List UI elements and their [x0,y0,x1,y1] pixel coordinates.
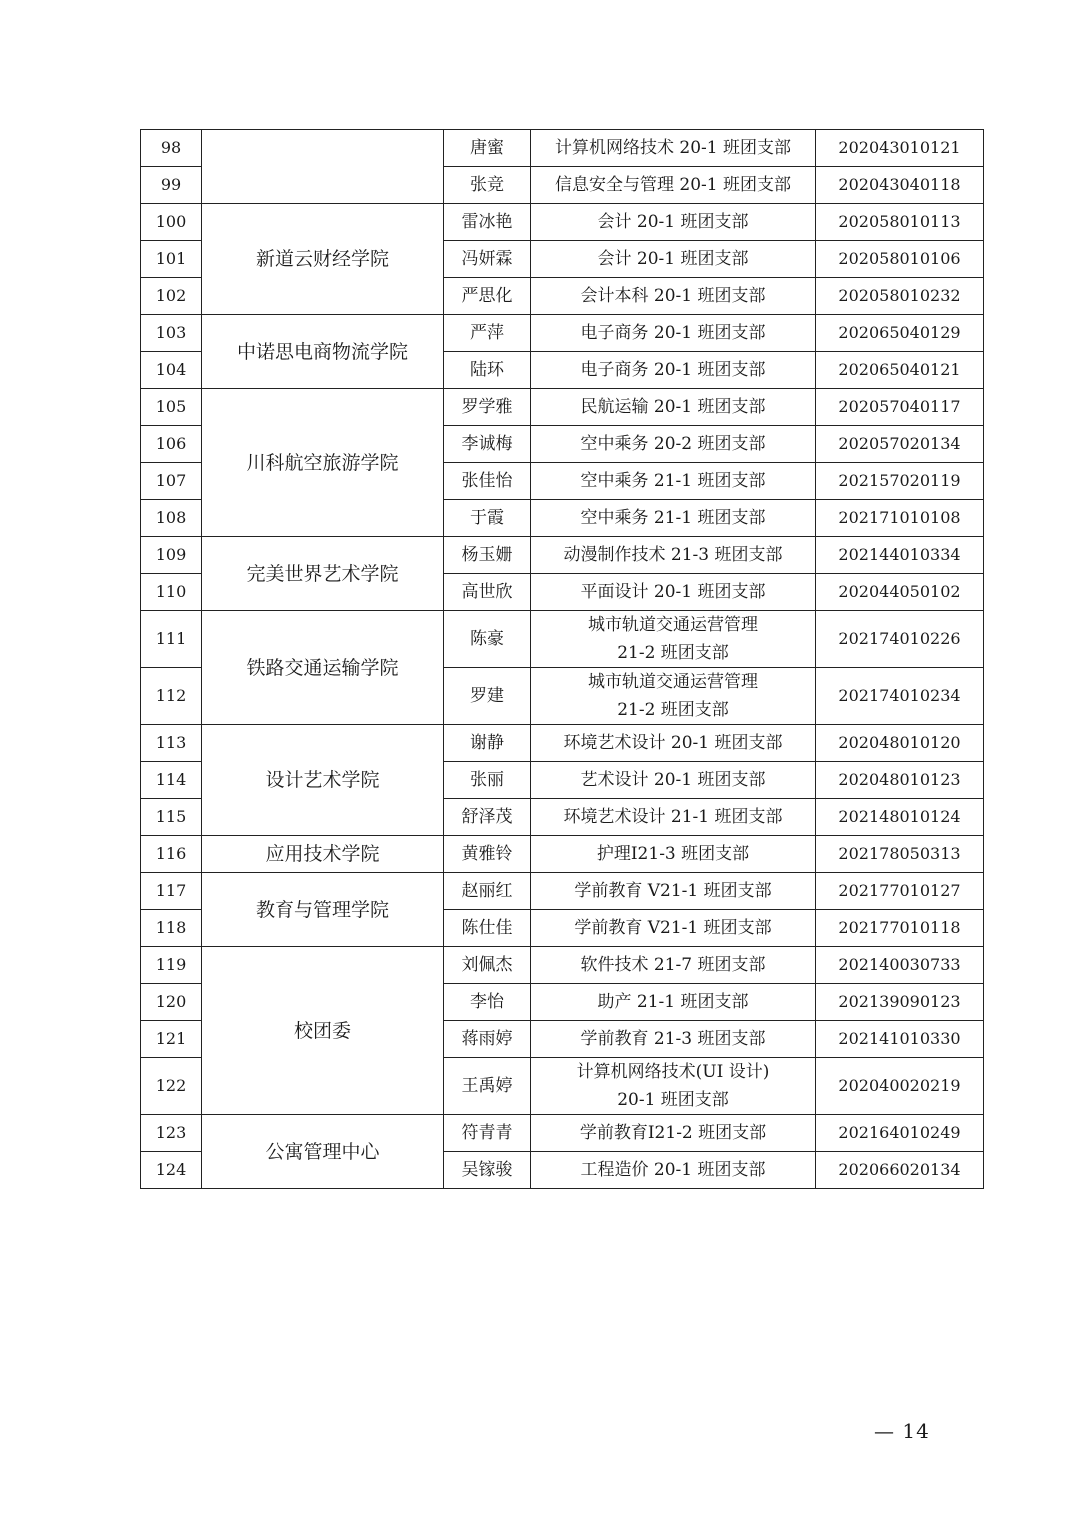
row-number: 121 [141,1021,202,1058]
row-number: 122 [141,1058,202,1115]
row-number: 109 [141,537,202,574]
row-number: 101 [141,241,202,278]
league-branch: 学前教育 V21-1 班团支部 [531,910,816,947]
college-cell: 应用技术学院 [202,836,444,873]
league-branch: 民航运输 20-1 班团支部 [531,389,816,426]
row-number: 110 [141,574,202,611]
row-number: 104 [141,352,202,389]
student-id: 202043010121 [816,130,984,167]
student-id: 202141010330 [816,1021,984,1058]
league-branch: 会计本科 20-1 班团支部 [531,278,816,315]
student-id: 202065040121 [816,352,984,389]
student-id: 202058010113 [816,204,984,241]
student-name: 唐蜜 [444,130,531,167]
student-name: 符青青 [444,1115,531,1152]
league-branch: 助产 21-1 班团支部 [531,984,816,1021]
student-name: 舒泽茂 [444,799,531,836]
student-id: 202058010232 [816,278,984,315]
league-branch [531,668,816,725]
table-row [141,1115,984,1152]
student-name: 蒋雨婷 [444,1021,531,1058]
row-number: 102 [141,278,202,315]
student-id: 202174010234 [816,668,984,725]
row-number: 114 [141,762,202,799]
row-number: 124 [141,1152,202,1189]
college-cell: 中诺思电商物流学院 [202,315,444,389]
student-id: 202065040129 [816,315,984,352]
student-name: 李怡 [444,984,531,1021]
table-row [141,315,984,352]
student-name: 张丽 [444,762,531,799]
league-branch: 学前教育Ⅰ21-2 班团支部 [531,1115,816,1152]
league-branch [531,611,816,668]
table-row [141,947,984,984]
row-number: 120 [141,984,202,1021]
league-branch [531,1058,816,1115]
student-name: 吴镓骏 [444,1152,531,1189]
student-id: 202048010120 [816,725,984,762]
table-row [141,537,984,574]
league-branch: 电子商务 20-1 班团支部 [531,315,816,352]
branch-line-2: 21-2 班团支部 [617,643,729,663]
college-cell: 校团委 [202,947,444,1115]
row-number: 107 [141,463,202,500]
college-cell [202,130,444,204]
student-id: 202044050102 [816,574,984,611]
table-row [141,204,984,241]
student-name: 赵丽红 [444,873,531,910]
student-id: 202057020134 [816,426,984,463]
row-number: 119 [141,947,202,984]
league-branch: 环境艺术设计 20-1 班团支部 [531,725,816,762]
student-name: 刘佩杰 [444,947,531,984]
row-number: 99 [141,167,202,204]
student-id: 202139090123 [816,984,984,1021]
row-number: 123 [141,1115,202,1152]
student-id: 202177010118 [816,910,984,947]
student-name: 杨玉姗 [444,537,531,574]
league-branch: 信息安全与管理 20-1 班团支部 [531,167,816,204]
league-branch: 环境艺术设计 21-1 班团支部 [531,799,816,836]
student-name: 罗学雅 [444,389,531,426]
college-cell: 铁路交通运输学院 [202,611,444,725]
league-branch: 平面设计 20-1 班团支部 [531,574,816,611]
student-name: 谢静 [444,725,531,762]
row-number: 111 [141,611,202,668]
table-row [141,725,984,762]
league-branch: 护理Ⅰ21-3 班团支部 [531,836,816,873]
student-id: 202066020134 [816,1152,984,1189]
student-id: 202164010249 [816,1115,984,1152]
branch-line-1: 城市轨道交通运营管理 [588,672,758,692]
row-number: 103 [141,315,202,352]
student-id: 202171010108 [816,500,984,537]
league-branch: 计算机网络技术 20-1 班团支部 [531,130,816,167]
student-name: 冯妍霖 [444,241,531,278]
league-branch: 工程造价 20-1 班团支部 [531,1152,816,1189]
row-number: 117 [141,873,202,910]
student-id: 202174010226 [816,611,984,668]
college-cell: 公寓管理中心 [202,1115,444,1189]
row-number: 115 [141,799,202,836]
student-id: 202048010123 [816,762,984,799]
student-id: 202177010127 [816,873,984,910]
table-row [141,130,984,167]
row-number: 108 [141,500,202,537]
table-row [141,611,984,668]
student-name: 于霞 [444,500,531,537]
student-name: 张佳怡 [444,463,531,500]
student-name: 陈豪 [444,611,531,668]
row-number: 100 [141,204,202,241]
row-number: 113 [141,725,202,762]
table-row [141,836,984,873]
row-number: 116 [141,836,202,873]
league-branch: 艺术设计 20-1 班团支部 [531,762,816,799]
branch-line-2: 20-1 班团支部 [617,1090,729,1110]
row-number: 118 [141,910,202,947]
league-branch: 会计 20-1 班团支部 [531,204,816,241]
college-cell: 教育与管理学院 [202,873,444,947]
student-name: 严思化 [444,278,531,315]
league-branch: 空中乘务 21-1 班团支部 [531,463,816,500]
branch-line-1: 计算机网络技术(UI 设计) [576,1062,770,1082]
student-name: 李诚梅 [444,426,531,463]
table-row [141,873,984,910]
student-id: 202178050313 [816,836,984,873]
student-id: 202040020219 [816,1058,984,1115]
roster-table [140,129,984,1189]
student-name: 陆环 [444,352,531,389]
student-id: 202043040118 [816,167,984,204]
league-branch: 学前教育 V21-1 班团支部 [531,873,816,910]
league-branch: 空中乘务 20-2 班团支部 [531,426,816,463]
student-id: 202144010334 [816,537,984,574]
college-cell: 川科航空旅游学院 [202,389,444,537]
student-id: 202148010124 [816,799,984,836]
row-number: 106 [141,426,202,463]
row-number: 105 [141,389,202,426]
branch-line-1: 城市轨道交通运营管理 [588,615,758,635]
student-id: 202140030733 [816,947,984,984]
student-id: 202058010106 [816,241,984,278]
student-id: 202057040117 [816,389,984,426]
student-name: 黄雅铃 [444,836,531,873]
student-name: 王禹婷 [444,1058,531,1115]
league-branch: 空中乘务 21-1 班团支部 [531,500,816,537]
college-cell: 设计艺术学院 [202,725,444,836]
college-cell: 新道云财经学院 [202,204,444,315]
student-id: 202157020119 [816,463,984,500]
league-branch: 软件技术 21-7 班团支部 [531,947,816,984]
student-name: 严萍 [444,315,531,352]
college-cell: 完美世界艺术学院 [202,537,444,611]
league-branch: 会计 20-1 班团支部 [531,241,816,278]
page-number: — 14 [874,1419,930,1443]
row-number: 112 [141,668,202,725]
branch-line-2: 21-2 班团支部 [617,700,729,720]
student-name: 张竞 [444,167,531,204]
league-branch: 学前教育 21-3 班团支部 [531,1021,816,1058]
student-name: 罗建 [444,668,531,725]
student-name: 高世欣 [444,574,531,611]
student-name: 陈仕佳 [444,910,531,947]
row-number: 98 [141,130,202,167]
student-name: 雷冰艳 [444,204,531,241]
league-branch: 电子商务 20-1 班团支部 [531,352,816,389]
league-branch: 动漫制作技术 21-3 班团支部 [531,537,816,574]
table-row [141,389,984,426]
